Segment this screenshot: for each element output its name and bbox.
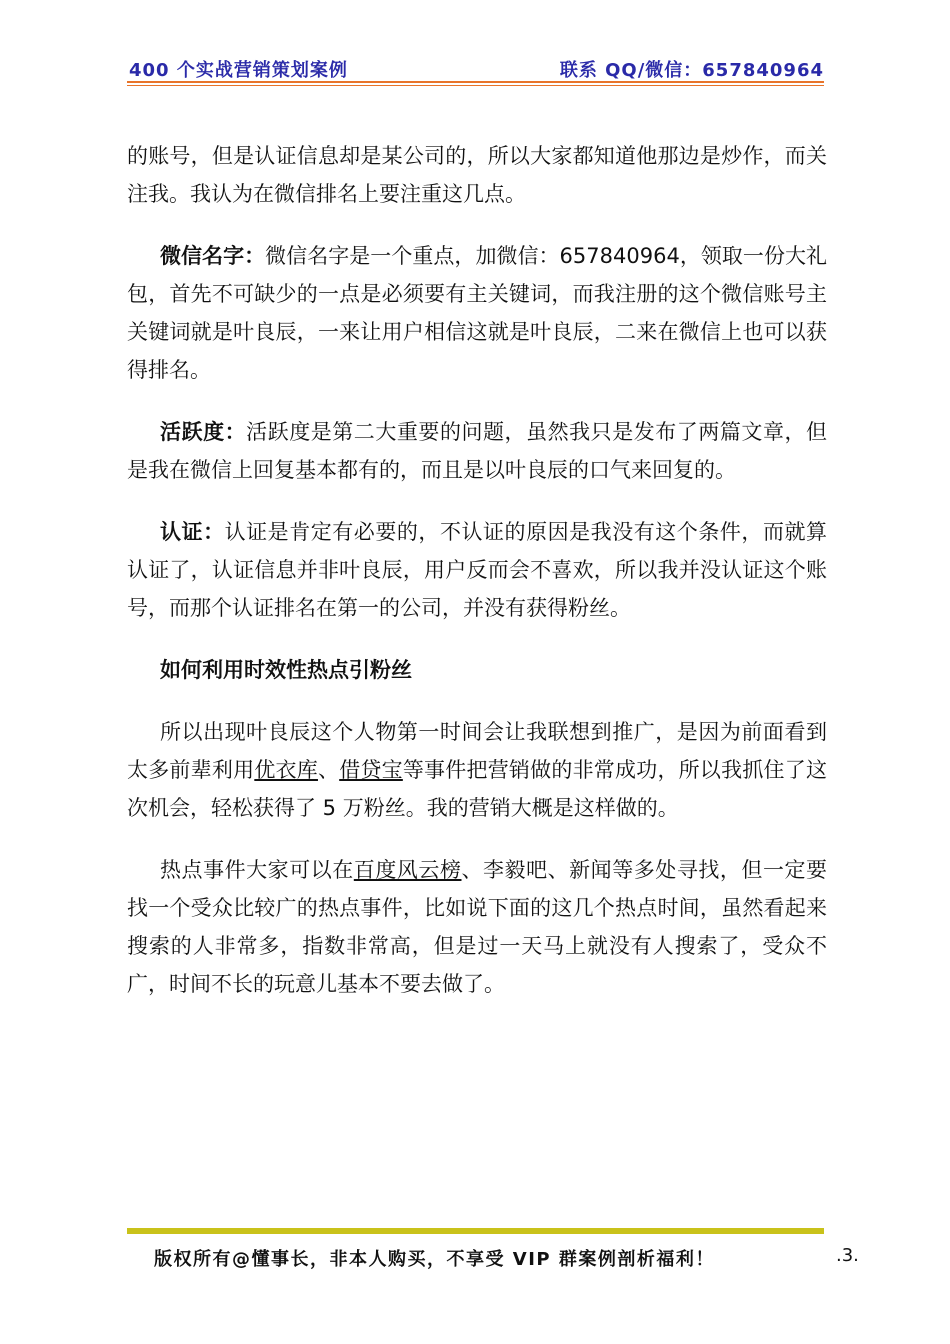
label-activity: 活跃度： xyxy=(160,420,247,444)
footer-divider xyxy=(127,1228,824,1234)
text-hotspot-a: 所以出现叶良辰这个人物第一时间会让我联想到推广，是因为前面看到太多前辈利用 xyxy=(127,720,827,782)
text-hotspot-b: 等事件把营销做的非常成功，所以我抓住了这次机会，轻松获得了 5 万粉丝。我的营销大概是这样做的。 xyxy=(127,758,827,820)
text-find-events-b: 、李毅吧、新闻等多处寻找，但一定要找一个受众比较广的热点事件，比如说下面的这几个热点时间，虽然看起来搜索的人非常多，指数非常高，但是过一天马上就没有人搜索了，受众不广，时间不长的玩意儿基本不要去做了。 xyxy=(127,858,828,996)
text-verification: 认证是肯定有必要的，不认证的原因是我没有这个条件，而就算认证了，认证信息并非叶良辰，用户反而会不喜欢，所以我并没认证这个账号，而那个认证排名在第一的公司，并没有获得粉丝。 xyxy=(127,520,828,620)
text-activity: 活跃度是第二大重要的问题，虽然我只是发布了两篇文章，但是我在微信上回复基本都有的，而且是以叶良辰的口气来回复的。 xyxy=(127,420,828,482)
text-separator: 、 xyxy=(317,758,340,782)
section-heading: 如何利用时效性热点引粉丝 xyxy=(160,658,412,682)
label-verification: 认证： xyxy=(160,520,225,544)
link-baidu-ranking[interactable]: 百度风云榜 xyxy=(353,858,462,882)
page-header xyxy=(127,50,824,84)
header-divider-thin xyxy=(127,85,824,86)
header-title: 400 个实战营销策划案例 xyxy=(129,60,348,81)
paragraph-activity xyxy=(127,413,827,489)
paragraph-find-events xyxy=(127,851,827,1003)
link-jiedaibao[interactable]: 借贷宝 xyxy=(339,758,403,782)
text-wechat-name: 微信名字是一个重点，加微信：657840964，领取一份大礼包，首先不可缺少的一点是必须要有主关键词，而我注册的这个微信账号主关键词就是叶良辰，一来让用户相信这就是叶良辰，二来在微信上也可以获得排名。 xyxy=(127,244,828,382)
header-divider xyxy=(127,81,824,83)
paragraph-hotspot xyxy=(127,713,827,827)
document-body xyxy=(127,137,827,1027)
label-wechat-name: 微信名字： xyxy=(160,244,266,268)
header-contact: 联系 QQ/微信：657840964 xyxy=(559,60,824,81)
page-number: .3. xyxy=(836,1245,859,1266)
paragraph-intro: 的账号，但是认证信息却是某公司的，所以大家都知道他那边是炒作，而关注我。我认为在微信排名上要注重这几点。 xyxy=(127,144,827,206)
paragraph-verification xyxy=(127,513,827,627)
footer-copyright: 版权所有@懂事长，非本人购买，不享受 VIP 群案例剖析福利！ xyxy=(154,1249,715,1270)
paragraph-wechat-name xyxy=(127,237,827,389)
text-find-events-a: 热点事件大家可以在 xyxy=(160,858,354,882)
link-uniqlo[interactable]: 优衣库 xyxy=(254,758,318,782)
